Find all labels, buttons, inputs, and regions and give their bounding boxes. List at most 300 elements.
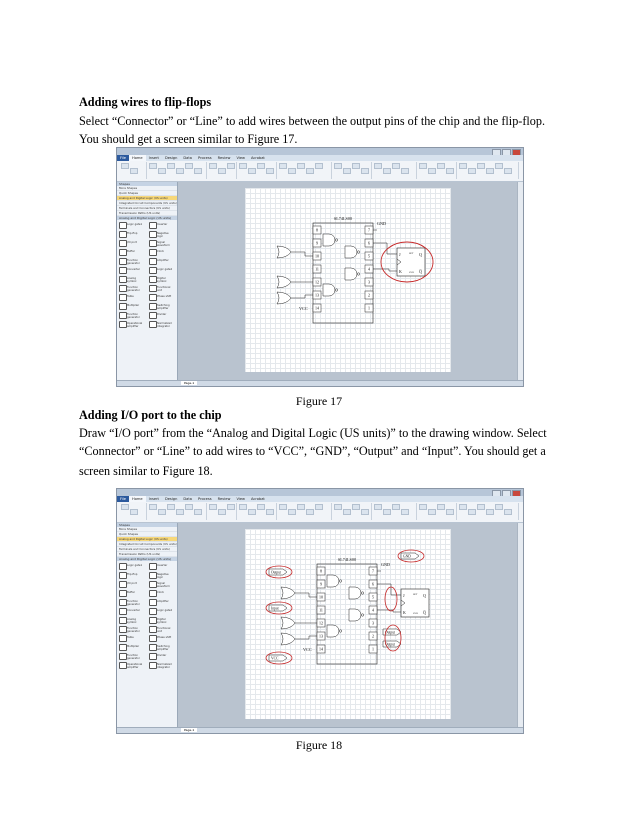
tab-file[interactable]: File: [117, 496, 129, 502]
pin-number: 11: [314, 266, 319, 272]
shapes-stencil-row[interactable]: Quick Shapes: [117, 191, 177, 196]
stencil-item-label: Table: [127, 295, 134, 298]
tab-data[interactable]: Data: [183, 156, 192, 160]
pin-number: 10: [318, 594, 323, 600]
circuit-diagram: [245, 529, 451, 719]
gate-bubble: [357, 251, 359, 253]
ribbon-button[interactable]: [297, 504, 305, 510]
stencil-shape-icon: [149, 267, 157, 274]
nand-gate: [345, 246, 357, 258]
shapes-stencil-row[interactable]: Analog and Digital Logic (US units): [117, 537, 177, 542]
or-gate: [281, 633, 295, 645]
ribbon-group: [147, 503, 207, 520]
tab-design[interactable]: Design: [164, 156, 178, 160]
stencil-item-label: Converter: [127, 268, 140, 271]
shapes-stencil-row[interactable]: Terminals and Connectors (US units): [117, 206, 177, 211]
or-gate: [277, 276, 291, 288]
stencil-item[interactable]: [119, 257, 145, 265]
ribbon-button[interactable]: [227, 504, 235, 510]
stencil-item[interactable]: [149, 275, 175, 283]
stencil-item[interactable]: [149, 266, 175, 274]
stencil-shape-icon: [149, 572, 157, 579]
wire: [373, 269, 397, 271]
stencil-item[interactable]: [149, 284, 175, 292]
ribbon-button[interactable]: [194, 168, 202, 174]
stencil-shape-icon: [119, 303, 127, 310]
ribbon-button[interactable]: [149, 504, 157, 510]
ribbon-button[interactable]: [486, 509, 494, 515]
gate-bubble: [357, 273, 359, 275]
window-title-bar: [117, 489, 523, 496]
shapes-stencil-row[interactable]: Terminals and Connectors (US units): [117, 547, 177, 552]
ribbon-button[interactable]: [239, 163, 247, 169]
stencil-item[interactable]: [119, 589, 145, 597]
ribbon-button[interactable]: [315, 163, 323, 169]
ribbon-group: [417, 503, 457, 520]
stencil-item[interactable]: [149, 607, 175, 615]
ribbon-button[interactable]: [401, 509, 409, 515]
pin-number: 3: [367, 279, 370, 285]
ribbon-button[interactable]: [306, 168, 314, 174]
stencil-item-label: Negative logic: [157, 573, 169, 579]
ribbon-button[interactable]: [343, 509, 351, 515]
ribbon-button[interactable]: [194, 509, 202, 515]
pin-number: 13: [314, 292, 319, 298]
ff-label: J: [402, 593, 405, 598]
tab-insert[interactable]: Insert: [148, 497, 159, 501]
pin-number: 7: [371, 568, 374, 574]
ribbon-button[interactable]: [158, 509, 166, 515]
stencil-shape-icon: [149, 608, 157, 615]
ribbon-button[interactable]: [392, 504, 400, 510]
ribbon-button[interactable]: [297, 163, 305, 169]
stencil-item[interactable]: [149, 652, 175, 660]
stencil-item-label: Table: [127, 636, 134, 639]
stencil-item-label: Normalized integrator: [157, 322, 172, 328]
page-tab[interactable]: Page-1: [181, 381, 197, 385]
stencil-item[interactable]: [119, 598, 145, 606]
pin-number: 3: [371, 620, 374, 626]
ff-label: Q: [422, 593, 426, 598]
or-gate: [277, 246, 291, 258]
ribbon-button[interactable]: [130, 509, 138, 515]
nand-gate: [327, 575, 339, 587]
ribbon-button[interactable]: [209, 163, 217, 169]
ribbon-button[interactable]: [446, 509, 454, 515]
stencil-item[interactable]: [149, 239, 175, 247]
pin-number: 1: [371, 646, 374, 652]
ribbon-button[interactable]: [257, 504, 265, 510]
stencil-shape-icon: [119, 321, 127, 328]
stencil-shape-icon: [149, 312, 157, 319]
ribbon-group: [207, 503, 237, 520]
stencil-item[interactable]: [119, 320, 145, 328]
stencil-item[interactable]: [119, 634, 145, 642]
ribbon-button[interactable]: [218, 168, 226, 174]
ribbon-button[interactable]: [266, 509, 274, 515]
ribbon-button[interactable]: [218, 509, 226, 515]
stencil-item-label: Signal waveform: [157, 582, 170, 588]
tab-data[interactable]: Data: [183, 497, 192, 501]
ribbon-button[interactable]: [121, 163, 129, 169]
stencil-item[interactable]: [119, 562, 145, 570]
shapes-stencil-row[interactable]: More Shapes: [117, 527, 177, 532]
vertical-scrollbar[interactable]: [517, 523, 523, 727]
stencil-item[interactable]: [149, 598, 175, 606]
ribbon-button[interactable]: [374, 504, 382, 510]
status-bar: [117, 727, 523, 733]
ribbon-group: [457, 503, 519, 520]
shapes-stencil-row[interactable]: Integrated Circuit Components (US units): [119, 542, 177, 546]
ribbon-button[interactable]: [279, 163, 287, 169]
ribbon-button[interactable]: [468, 509, 476, 515]
pin-number: 12: [318, 620, 323, 626]
figure-17-screenshot: [116, 147, 524, 387]
nand-gate: [327, 625, 339, 637]
vcc-label: VCC: [298, 306, 308, 311]
stencil-item-label: Operational amplifier: [127, 322, 143, 328]
ribbon-button[interactable]: [419, 504, 427, 510]
stencil-item-label: Function generator: [127, 654, 140, 660]
ribbon: [117, 502, 523, 523]
gate-bubble: [339, 580, 341, 582]
stencil-item-label: Phase shift: [157, 636, 172, 639]
ribbon-button[interactable]: [149, 163, 157, 169]
tab-review[interactable]: Review: [217, 156, 231, 160]
drawing-page: [245, 529, 451, 719]
stencil-item-label: Switching amplifier: [157, 304, 170, 310]
stencil-shape-icon: [119, 626, 127, 633]
stencil-item-label: Flip-flop: [127, 573, 138, 576]
stencil-item-label: Buffer: [127, 250, 135, 253]
vertical-scrollbar[interactable]: [517, 182, 523, 380]
ribbon-button[interactable]: [227, 163, 235, 169]
nand-gate: [323, 284, 335, 296]
stencil-item[interactable]: [149, 580, 175, 588]
ff-label: CLR: [408, 271, 414, 274]
stencil-item[interactable]: [119, 311, 145, 319]
shapes-stencil-row[interactable]: Analog and Digital Logic (US units): [117, 196, 177, 201]
ribbon-button[interactable]: [248, 168, 256, 174]
ribbon-button[interactable]: [468, 168, 476, 174]
stencil-shape-icon: [119, 653, 127, 660]
pin-number: 9: [319, 581, 322, 587]
stencil-shape-icon: [149, 303, 157, 310]
stencil-shape-icon: [149, 617, 157, 624]
ribbon-button[interactable]: [257, 163, 265, 169]
ribbon-button[interactable]: [477, 163, 485, 169]
shapes-pane: [117, 182, 178, 380]
stencil-item-label: Flip-flop: [127, 232, 138, 235]
stencil-item[interactable]: [119, 571, 145, 579]
ff-label: Q̅: [422, 610, 426, 615]
ribbon-button[interactable]: [248, 509, 256, 515]
ribbon-button[interactable]: [130, 168, 138, 174]
ribbon-button[interactable]: [392, 163, 400, 169]
ribbon-button[interactable]: [459, 163, 467, 169]
stencil-item[interactable]: [119, 616, 145, 624]
stencil-item-label: Logic gate1: [127, 223, 143, 226]
stencil-item[interactable]: [119, 661, 145, 669]
ribbon-button[interactable]: [428, 168, 436, 174]
gate-bubble: [335, 289, 337, 291]
tab-home[interactable]: Home: [129, 496, 146, 502]
stencil-shape-icon: [149, 222, 157, 229]
stencil-item[interactable]: [119, 607, 145, 615]
stencil-item[interactable]: [149, 302, 175, 310]
stencil-item[interactable]: [119, 293, 145, 301]
pin-number: 14: [314, 305, 319, 311]
or-gate: [281, 617, 295, 629]
stencil-shape-icon: [119, 231, 127, 238]
tab-insert[interactable]: Insert: [148, 156, 159, 160]
stencil-item[interactable]: [149, 248, 175, 256]
stencil-item[interactable]: [119, 266, 145, 274]
ribbon-button[interactable]: [361, 168, 369, 174]
nand-gate: [323, 234, 335, 246]
stencil-shape-icon: [119, 240, 127, 247]
io-port-output-label: Output: [270, 570, 281, 575]
section-heading-io-port: Adding I/O port to the chip: [79, 408, 222, 422]
io-port-input-label: Input: [270, 606, 279, 611]
wire: [291, 295, 313, 298]
figure-17-caption: Figure 17: [295, 394, 343, 408]
stencil-item-label: Multiplier: [127, 645, 140, 648]
ff-label: Q̅: [418, 269, 422, 274]
stencil-item[interactable]: [149, 634, 175, 642]
stencil-item[interactable]: [149, 643, 175, 651]
stencil-item-label: Converter: [127, 609, 140, 612]
ribbon-group: [332, 503, 372, 520]
ribbon-button[interactable]: [185, 504, 193, 510]
stencil-item[interactable]: [119, 248, 145, 256]
io-port-vcc-label: VCC: [270, 656, 278, 661]
ribbon-button[interactable]: [288, 509, 296, 515]
stencil-shape-icon: [119, 312, 127, 319]
stencil-item[interactable]: [119, 580, 145, 588]
ribbon-button[interactable]: [504, 509, 512, 515]
stencil-item[interactable]: [149, 616, 175, 624]
pin-number: 4: [371, 607, 374, 613]
stencil-item[interactable]: [149, 311, 175, 319]
ribbon-button[interactable]: [495, 163, 503, 169]
stencil-shape-icon: [119, 599, 127, 606]
shapes-pane: [117, 523, 178, 727]
ff-label: CLR: [412, 612, 418, 615]
ribbon-button[interactable]: [306, 509, 314, 515]
stencil-shape-icon: [149, 294, 157, 301]
stencil-shape-icon: [149, 321, 157, 328]
ribbon-button[interactable]: [266, 168, 274, 174]
ribbon-button[interactable]: [486, 168, 494, 174]
pin-number: 4: [367, 266, 370, 272]
nand-gate: [345, 268, 357, 280]
ribbon-button[interactable]: [459, 504, 467, 510]
stencil-shape-icon: [149, 240, 157, 247]
or-gate: [277, 292, 291, 304]
ribbon-group: [277, 503, 332, 520]
tab-acrobat[interactable]: Acrobat: [250, 497, 265, 501]
stencil-item[interactable]: [149, 230, 175, 238]
stencil-item-label: Digital symbol: [157, 277, 167, 283]
ribbon-button[interactable]: [158, 168, 166, 174]
ribbon-group: [372, 503, 417, 520]
ribbon-button[interactable]: [361, 509, 369, 515]
ribbon-button[interactable]: [401, 168, 409, 174]
ribbon-button[interactable]: [343, 168, 351, 174]
pin-number: 13: [318, 633, 323, 639]
stencil-shape-icon: [119, 590, 127, 597]
pin-number: 2: [367, 292, 370, 298]
tab-review[interactable]: Review: [217, 497, 231, 501]
wire: [295, 636, 317, 639]
pin-number: 12: [314, 279, 319, 285]
vcc-label: VCC: [302, 647, 312, 652]
stencil-item-label: Multiplier: [127, 304, 140, 307]
stencil-shape-icon: [149, 662, 157, 669]
shapes-stencil-row[interactable]: Transmission Paths (US units): [117, 552, 177, 557]
gate-bubble: [335, 239, 337, 241]
ff-label: SET: [408, 252, 413, 255]
stencil-item-label: Logic gate2: [157, 609, 173, 612]
ribbon-button[interactable]: [495, 504, 503, 510]
ribbon-button[interactable]: [504, 168, 512, 174]
wire: [295, 593, 317, 597]
ribbon-button[interactable]: [315, 504, 323, 510]
gnd-label: GND: [376, 221, 386, 226]
ribbon-button[interactable]: [167, 504, 175, 510]
ribbon-button[interactable]: [428, 509, 436, 515]
tab-home[interactable]: Home: [129, 155, 146, 161]
io-port-output-label: Output: [384, 630, 395, 635]
ribbon-button[interactable]: [279, 504, 287, 510]
stencil-item[interactable]: [149, 221, 175, 229]
ribbon-button[interactable]: [288, 168, 296, 174]
pin-number: 9: [315, 240, 318, 246]
stencil-item[interactable]: [119, 652, 145, 660]
stencil-item[interactable]: [149, 571, 175, 579]
ribbon-button[interactable]: [437, 504, 445, 510]
ribbon-button[interactable]: [334, 163, 342, 169]
stencil-item[interactable]: [149, 625, 175, 633]
shapes-stencil-row[interactable]: More Shapes: [117, 186, 177, 191]
stencil-item-label: Function generator: [127, 600, 140, 606]
ribbon-button[interactable]: [446, 168, 454, 174]
stencil-item-label: Phase shift: [157, 295, 172, 298]
stencil-item[interactable]: [119, 284, 145, 292]
ff-label: Q: [418, 252, 422, 257]
shapes-stencil-row[interactable]: Integrated Circuit Components (US units): [119, 201, 177, 205]
stencil-item[interactable]: [119, 625, 145, 633]
ribbon-button[interactable]: [352, 163, 360, 169]
shapes-stencil-row[interactable]: Quick Shapes: [117, 532, 177, 537]
stencil-item[interactable]: [149, 589, 175, 597]
ribbon-button[interactable]: [239, 504, 247, 510]
stencil-item[interactable]: [119, 221, 145, 229]
stencil-item-label: Signal waveform: [157, 241, 170, 247]
ribbon-group: [372, 162, 417, 179]
ribbon-group: [332, 162, 372, 179]
stencil-item-label: Buffer: [127, 591, 135, 594]
stencil-shape-icon: [149, 231, 157, 238]
stencil-item[interactable]: [119, 275, 145, 283]
window-title-bar: [117, 148, 523, 155]
io-port-output-label: Output: [384, 642, 395, 647]
ribbon-button[interactable]: [334, 504, 342, 510]
tab-process[interactable]: Process: [197, 497, 212, 501]
tab-design[interactable]: Design: [164, 497, 178, 501]
ribbon-button[interactable]: [185, 163, 193, 169]
stencil-shape-icon: [149, 590, 157, 597]
ribbon-button[interactable]: [167, 163, 175, 169]
ribbon-button[interactable]: [383, 509, 391, 515]
stencil-item-label: Function generator: [127, 627, 140, 633]
ribbon-button[interactable]: [209, 504, 217, 510]
stencil-shape-icon: [149, 581, 157, 588]
tab-acrobat[interactable]: Acrobat: [250, 156, 265, 160]
stencil-shape-icon: [149, 626, 157, 633]
ff-label: K: [402, 610, 406, 615]
io-port-gnd-label: GND: [402, 554, 411, 559]
shapes-stencil-row[interactable]: Transmission Paths (US units): [117, 211, 177, 216]
stencil-shape-icon: [149, 599, 157, 606]
stencil-item[interactable]: [119, 302, 145, 310]
ribbon-button[interactable]: [374, 163, 382, 169]
page-tab[interactable]: Page-1: [181, 728, 197, 732]
stencil-item-label: Function generator: [127, 313, 140, 319]
stencil-item[interactable]: [149, 562, 175, 570]
stencil-item[interactable]: [119, 643, 145, 651]
ribbon-button[interactable]: [383, 168, 391, 174]
ribbon: [117, 161, 523, 182]
stencil-item[interactable]: [149, 293, 175, 301]
stencil-item-label: Analog symbol: [127, 277, 137, 283]
stencil-item-label: Clock: [157, 250, 165, 253]
stencil-item[interactable]: [119, 239, 145, 247]
pin-number: 5: [367, 253, 370, 259]
tab-view[interactable]: View: [236, 497, 245, 501]
pin-number: 8: [319, 568, 322, 574]
pin-number: 8: [315, 227, 318, 233]
ribbon-button[interactable]: [121, 504, 129, 510]
paragraph-line: You should get a screen similar to Figure 17.: [79, 132, 298, 146]
stencil-item[interactable]: [149, 661, 175, 669]
circuit-diagram: [245, 188, 451, 372]
ribbon-button[interactable]: [352, 504, 360, 510]
stencil-item[interactable]: [149, 320, 175, 328]
stencil-shape-icon: [119, 572, 127, 579]
ribbon-button[interactable]: [437, 163, 445, 169]
pin-number: 11: [318, 607, 323, 613]
tab-file[interactable]: File: [117, 155, 129, 161]
ribbon-button[interactable]: [477, 504, 485, 510]
stencil-shape-icon: [119, 267, 127, 274]
stencil-item-label: Inverter: [157, 223, 168, 226]
tab-process[interactable]: Process: [197, 156, 212, 160]
ribbon-button[interactable]: [419, 163, 427, 169]
stencil-item[interactable]: [119, 230, 145, 238]
nand-gate: [349, 587, 361, 599]
ribbon-button[interactable]: [176, 168, 184, 174]
ribbon-group: [119, 162, 147, 179]
stencil-item[interactable]: [149, 257, 175, 265]
gate-bubble: [361, 592, 363, 594]
ribbon-group: [277, 162, 332, 179]
ribbon-button[interactable]: [176, 509, 184, 515]
stencil-item-label: Amplifier: [157, 259, 169, 262]
tab-view[interactable]: View: [236, 156, 245, 160]
figure-18-caption: Figure 18: [295, 738, 343, 752]
